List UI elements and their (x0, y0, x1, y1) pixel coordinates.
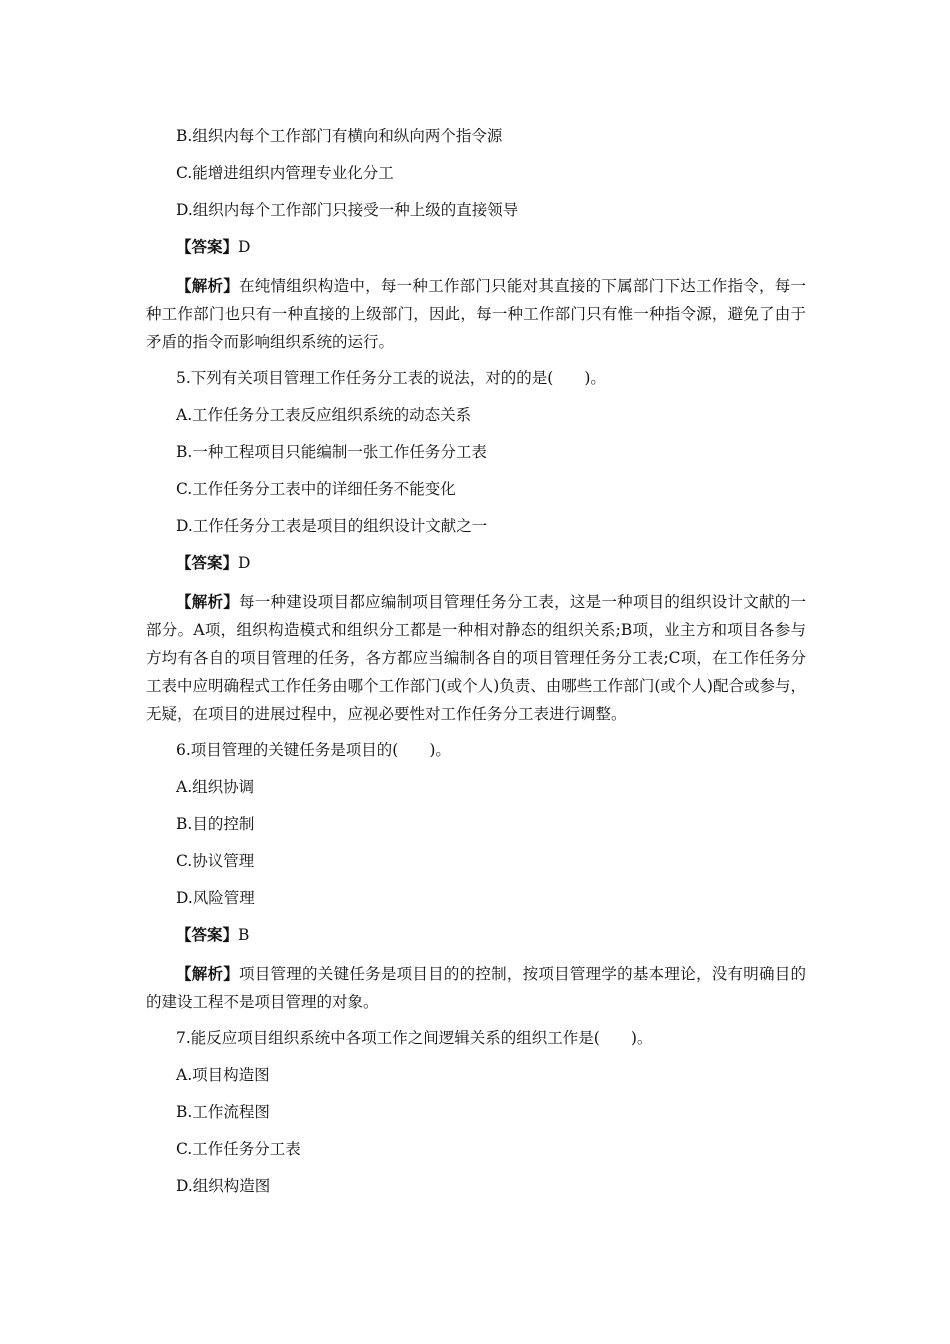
q7-option-d: D.组织构造图 (176, 1177, 271, 1195)
q4-option-b: B.组织内每个工作部门有横向和纵向两个指令源 (176, 127, 503, 145)
q5-analysis (146, 588, 806, 728)
q6-analysis-text: 项目管理的关键任务是项目目的的控制，按项目管理学的基本理论，没有明确目的的建设工程不是项目管理的对象。 (146, 965, 806, 1011)
q5-option-d: D.工作任务分工表是项目的组织设计文献之一 (176, 517, 488, 535)
q4-answer (146, 235, 806, 259)
q6-question: 6.项目管理的关键任务是项目的( )。 (176, 741, 451, 759)
q5-answer (146, 551, 806, 575)
answer-tag: 【答案】 (176, 925, 239, 944)
q4-analysis-text: 在纯情组织构造中，每一种工作部门只能对其直接的下属部门下达工作指令，每一种工作部门也只有一种直接的上级部门，因此，每一种工作部门只有惟一种指令源，避免了由于矛盾的指令而影响组织系统的运行。 (146, 277, 806, 351)
document-content (146, 124, 806, 1211)
q4-answer-value: D (238, 238, 251, 256)
q5-option-b: B.一种工程项目只能编制一张工作任务分工表 (176, 443, 487, 461)
analysis-tag: 【解析】 (176, 276, 240, 295)
q5-analysis-text: 每一种建设项目都应编制项目管理任务分工表，这是一种项目的组织设计文献的一部分。A项，组织构造模式和组织分工都是一种相对静态的组织关系;B项，业主方和项目各参与方均有各自的项目管理的任务，各方都应当编制各自的项目管理任务分工表;C项，在工作任务分工表中应明确程式工作任务由哪个工作部门(或个人)负责、由哪些工作部门(或个人)配合或参与，无疑，在项目的进展过程中，应视必要性对工作任务分工表进行调整。 (146, 593, 806, 723)
q7-option-a: A.项目构造图 (176, 1066, 270, 1084)
q6-option-d: D.风险管理 (176, 889, 255, 907)
q6-option-c: C.协议管理 (176, 852, 255, 870)
q4-option-d: D.组织内每个工作部门只接受一种上级的直接领导 (176, 201, 519, 219)
q5-question: 5.下列有关项目管理工作任务分工表的说法，对的的是( )。 (176, 369, 606, 387)
q5-answer-value: D (238, 554, 251, 572)
analysis-tag: 【解析】 (176, 592, 240, 611)
q6-answer-value: B (238, 926, 250, 944)
q6-answer (146, 923, 806, 947)
answer-tag: 【答案】 (176, 553, 239, 572)
q7-question: 7.能反应项目组织系统中各项工作之间逻辑关系的组织工作是( )。 (176, 1029, 653, 1047)
q7-option-c: C.工作任务分工表 (176, 1140, 301, 1158)
q6-option-b: B.目的控制 (176, 815, 255, 833)
analysis-tag: 【解析】 (176, 964, 240, 983)
q5-option-c: C.工作任务分工表中的详细任务不能变化 (176, 480, 456, 498)
q7-option-b: B.工作流程图 (176, 1103, 270, 1121)
answer-tag: 【答案】 (176, 237, 239, 256)
q5-option-a: A.工作任务分工表反应组织系统的动态关系 (176, 406, 472, 424)
q6-option-a: A.组织协调 (176, 778, 255, 796)
q4-analysis (146, 272, 806, 356)
q4-option-c: C.能增进组织内管理专业化分工 (176, 164, 394, 182)
q6-analysis (146, 960, 806, 1016)
